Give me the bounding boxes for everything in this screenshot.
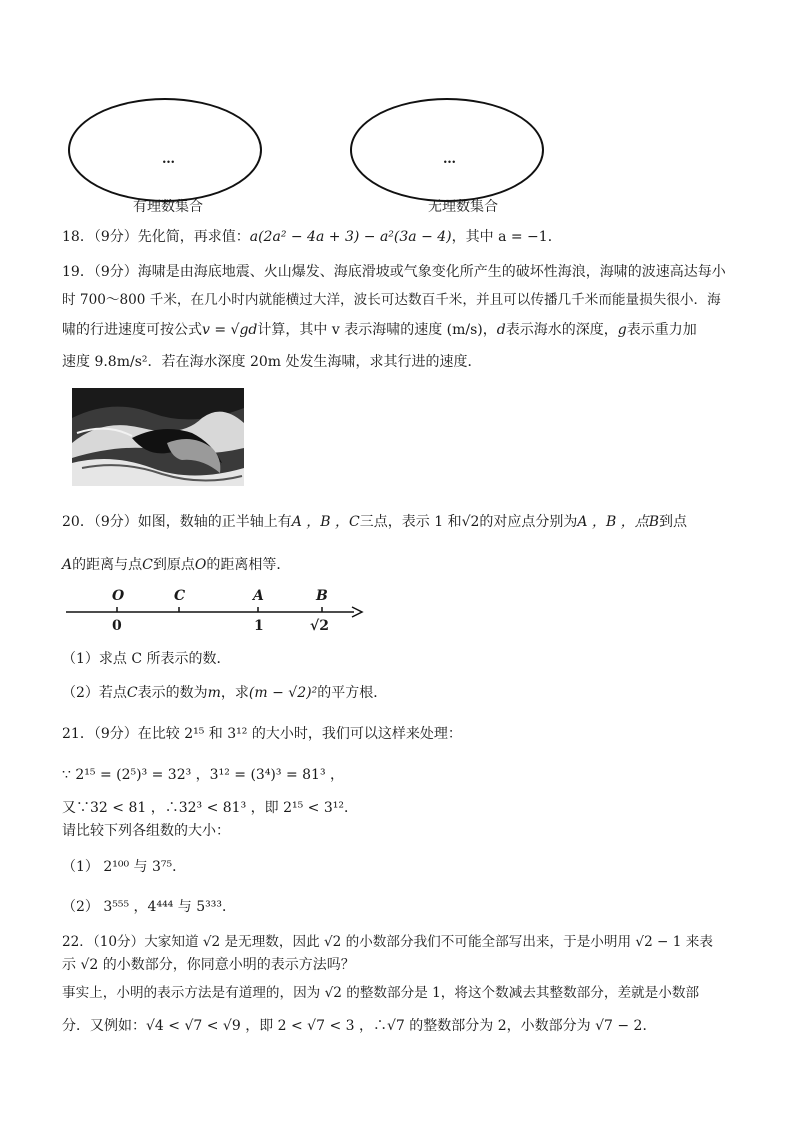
q20-line1-d: A ，B ，点	[577, 514, 649, 530]
question-20-line-2	[62, 555, 290, 575]
q20-sub2-a: （2）若点	[62, 685, 127, 701]
q20-line2-b: 的距离与点	[72, 557, 143, 573]
question-22-line-4: 分．又例如：√4 < √7 < √9 ，即 2 < √7 < 3 ，∴√7 的整数部分为 2，小数部分为 √7 − 2．	[62, 1018, 657, 1034]
wave-illustration	[72, 388, 244, 486]
question-19-line-3	[62, 320, 697, 340]
q20-number: 20．	[62, 514, 94, 530]
axis-label-A: A	[253, 588, 264, 604]
q19-line3-c: 表示海水的深度，	[505, 322, 618, 338]
irrational-set-ellipse	[350, 98, 544, 202]
q20-sub2-d: m	[207, 685, 221, 701]
q21-line1: 在比较 2¹⁵ 和 3¹² 的大小时，我们可以这样来处理：	[137, 726, 462, 742]
question-21-sub-2: （2） 3⁵⁵⁵ ，4⁴⁴⁴ 与 5³³³．	[62, 899, 236, 915]
q19-formula: v = √gd	[202, 322, 258, 338]
axis-value-1: 1	[254, 618, 264, 634]
question-20-sub-1: （1）求点 C 所表示的数．	[62, 651, 231, 667]
q18-number: 18．	[62, 229, 94, 245]
question-22-line-1	[62, 932, 713, 952]
q18-expression: a(2a² − 4a + 3) − a²(3a − 4)	[249, 229, 452, 245]
tsunami-wave-image	[72, 388, 244, 486]
q20-sub2-e: ，求	[220, 685, 249, 701]
q21-number: 21．	[62, 726, 94, 742]
q20-sub2-c: 表示的数为	[137, 685, 208, 701]
q21-points: （9分）	[93, 726, 138, 742]
q20-sqrt2: √2	[461, 514, 480, 530]
axis-value-0: 0	[112, 618, 122, 634]
number-line-figure	[62, 588, 372, 638]
q18-points: （9分）	[93, 229, 138, 245]
q20-points: （9分）	[93, 514, 138, 530]
q20-line1-e: B	[648, 514, 660, 530]
question-20-line-1	[62, 512, 687, 532]
q19-line3-b: 计算，其中 v 表示海啸的速度 (m/s)，	[257, 322, 497, 338]
q19-var-g: g	[617, 322, 627, 338]
rational-set-label: 有理数集合	[133, 199, 203, 215]
q19-line3-a: 啸的行进速度可按公式	[62, 322, 202, 338]
q19-line1: 海啸是由海底地震、火山爆发、海底滑坡或气象变化所产生的破坏性海浪，海啸的波速高达每小	[137, 264, 726, 280]
q20-line1-b: 三点，表示 1 和	[359, 514, 462, 530]
q20-sub2-expr: (m − √2)²	[248, 685, 318, 701]
axis-label-C: C	[174, 588, 186, 604]
q20-line1-a: 如图，数轴的正半轴上有	[137, 514, 292, 530]
q19-number: 19．	[62, 264, 94, 280]
q19-line3-e: 表示重力加	[626, 322, 697, 338]
q20-line1-c: 的对应点分别为	[479, 514, 578, 530]
question-21-line-1	[62, 724, 462, 744]
question-18	[62, 227, 562, 247]
axis-label-O: O	[112, 588, 125, 604]
q19-points: （9分）	[93, 264, 138, 280]
axis-value-sqrt2: √2	[310, 618, 329, 634]
q22-number: 22．	[62, 934, 93, 950]
q18-text-a: 先化简，再求值：	[137, 229, 250, 245]
q20-line2-d: 到原点	[152, 557, 195, 573]
q20-line1-f: 到点	[659, 514, 688, 530]
q20-sub2-f: 的平方根．	[317, 685, 388, 701]
question-19-line-1	[62, 262, 726, 282]
question-21-sub-1: （1） 2¹⁰⁰ 与 3⁷⁵．	[62, 859, 187, 875]
irrational-set-label: 无理数集合	[428, 199, 498, 215]
rational-set-ellipsis: …	[162, 152, 176, 167]
question-21-line-2: ∵ 2¹⁵ = (2⁵)³ = 32³ ，3¹² = (3⁴)³ = 81³ ，	[62, 767, 345, 783]
question-19-line-2: 时 700～800 千米，在几小时内就能横过大洋，波长可达数百千米，并且可以传播几千米而能量损失很小．海	[62, 292, 721, 308]
q20-line2-c: C	[142, 557, 153, 573]
question-19-line-4: 速度 9.8m/s²．若在海水深度 20m 处发生海啸，求其行进的速度．	[62, 354, 482, 370]
question-20-sub-2	[62, 683, 387, 703]
q20-sub2-b: C	[126, 685, 138, 701]
question-21-line-3: 又∵32 < 81 ，∴32³ < 81³ ，即 2¹⁵ < 3¹²．	[62, 800, 358, 816]
q20-line2-a: A	[62, 557, 73, 573]
question-22-line-2: 示 √2 的小数部分，你同意小明的表示方法吗？	[62, 957, 355, 973]
irrational-set-ellipsis: …	[443, 152, 457, 167]
q22-line1: 大家知道 √2 是无理数，因此 √2 的小数部分我们不可能全部写出来，于是小明用 √2 − 1 来表	[144, 934, 713, 950]
q20-points-abc: A ，B ，C	[291, 514, 360, 530]
q20-line2-e: O	[194, 557, 207, 573]
q22-points: （10分）	[92, 934, 145, 950]
rational-set-ellipse	[68, 98, 262, 202]
q18-text-b: ，其中 a = −1．	[451, 229, 562, 245]
axis-label-B: B	[316, 588, 328, 604]
question-22-line-3: 事实上，小明的表示方法是有道理的，因为 √2 的整数部分是 1，将这个数减去其整数部分，差就是小数部	[62, 985, 700, 1001]
question-21-line-4: 请比较下列各组数的大小：	[62, 823, 230, 839]
q19-var-d: d	[496, 322, 506, 338]
q20-line2-f: 的距离相等．	[206, 557, 291, 573]
